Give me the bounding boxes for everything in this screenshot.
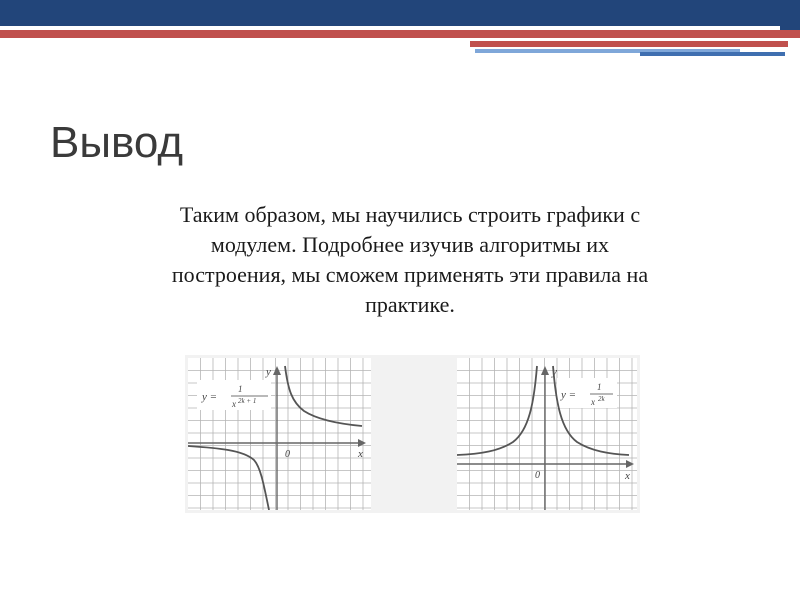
formula-lhs: y = <box>561 389 577 401</box>
body-line: модулем. Подробнее изучив алгоритмы их <box>210 232 610 257</box>
origin-label: 0 <box>285 449 290 460</box>
curve-branch-left <box>457 366 537 455</box>
graph-odd-power <box>188 358 371 510</box>
axis-label-x: x <box>358 448 363 460</box>
formula-denominator: x <box>232 399 236 409</box>
x-axis-arrow <box>626 460 634 468</box>
formula-lhs: y = <box>202 391 218 403</box>
origin-label: 0 <box>535 470 540 481</box>
body-line: построения, мы сможем применять эти правила на <box>171 262 649 287</box>
graph-odd-svg <box>188 358 371 510</box>
body-line: практике. <box>365 292 455 317</box>
formula-exponent: 2k + 1 <box>238 397 257 405</box>
body-paragraph <box>90 200 730 320</box>
axis-label-x: x <box>625 470 630 482</box>
formula-denominator: x <box>591 397 595 407</box>
graph-even-svg <box>457 358 637 510</box>
axis-label-y: y <box>552 366 557 378</box>
header-band <box>0 0 800 60</box>
header-blue-stripe <box>640 52 785 56</box>
header-red-line <box>0 30 800 38</box>
figures-panel <box>185 355 640 513</box>
formula-exponent: 2k <box>598 395 605 403</box>
formula-numerator: 1 <box>597 382 602 392</box>
body-line: Таким образом, мы научились строить графики с <box>179 202 641 227</box>
header-blue-bar <box>0 0 780 26</box>
graph-even-power <box>457 358 637 510</box>
slide-title: Вывод <box>50 118 184 167</box>
header-red-stripe <box>470 41 788 47</box>
formula-numerator: 1 <box>238 384 243 394</box>
axis-label-y: y <box>266 366 271 378</box>
